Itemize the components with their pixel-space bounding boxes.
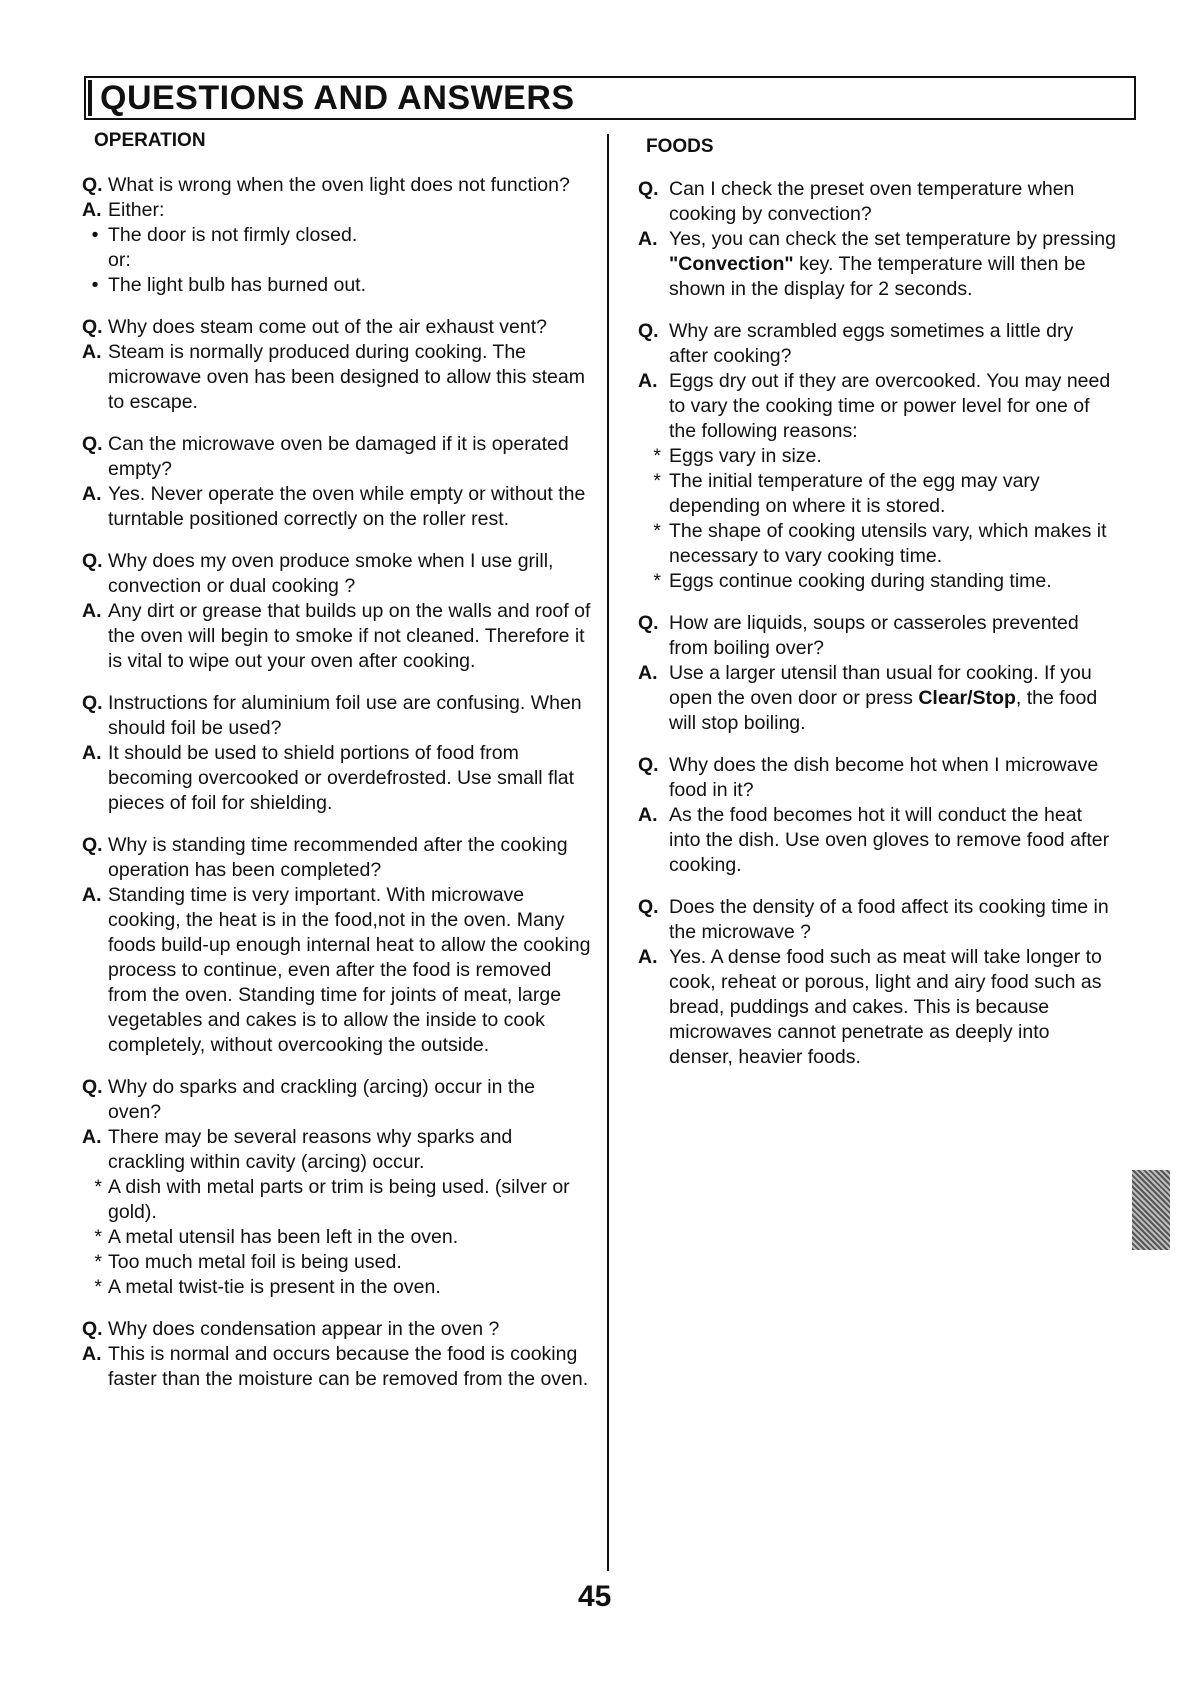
answer-text: Either:: [108, 199, 165, 221]
list-item: The light bulb has burned out.: [108, 274, 367, 296]
list-item: A dish with metal parts or trim is being used. (silver or gold).: [108, 1176, 570, 1223]
a-label: A.: [82, 199, 102, 221]
answer-text: Eggs dry out if they are overcooked. You may need to vary the cooking time or power level for one of the following reasons:: [669, 370, 1111, 442]
qa-item: [82, 549, 592, 674]
qa-item: [82, 833, 592, 1058]
a-label: A.: [82, 483, 102, 505]
a-label: A.: [82, 1343, 102, 1365]
a-label: A.: [82, 884, 102, 906]
q-label: Q.: [82, 316, 103, 338]
section-tab-marker: [1132, 1170, 1170, 1250]
qa-item: [82, 173, 592, 298]
list-item: A metal twist-tie is present in the oven.: [108, 1276, 441, 1298]
question-text: Why is standing time recommended after the cooking operation has been completed?: [108, 834, 568, 881]
list-item: A metal utensil has been left in the oven.: [108, 1226, 459, 1248]
question-text: Why does condensation appear in the oven ?: [108, 1318, 500, 1340]
answer-text: Steam is normally produced during cooking. The microwave oven has been designed to allow this steam to escape.: [108, 341, 585, 413]
q-label: Q.: [638, 320, 659, 342]
convection-key-name: "Convection": [669, 253, 794, 275]
a-label: A.: [82, 742, 102, 764]
qa-item: [82, 432, 592, 532]
operation-column: [82, 128, 592, 1409]
asterisk-icon: *: [653, 470, 661, 492]
answer-text-end: key. The temperature will then be shown in the display for 2 seconds.: [669, 253, 1086, 300]
answer-text: Any dirt or grease that builds up on the walls and roof of the oven will begin to smoke if not cleaned. Therefore it is vital to wipe out your oven after cooking.: [108, 600, 591, 672]
question-text: Why does steam come out of the air exhaust vent?: [108, 316, 547, 338]
question-text: Can the microwave oven be damaged if it is operated empty?: [108, 433, 569, 480]
a-label: A.: [638, 946, 658, 968]
qa-item: [638, 177, 1116, 302]
answer-text-start: Use a larger utensil than usual for cooking. If you open the oven door or press: [669, 662, 1092, 709]
bullet-icon: •: [91, 274, 99, 296]
question-text: Does the density of a food affect its cooking time in the microwave ?: [669, 896, 1109, 943]
question-text: Why does the dish become hot when I microwave food in it?: [669, 754, 1099, 801]
or-text: or:: [108, 249, 131, 271]
q-label: Q.: [82, 692, 103, 714]
asterisk-icon: *: [94, 1251, 102, 1273]
a-label: A.: [638, 228, 658, 250]
question-text: How are liquids, soups or casseroles prevented from boiling over?: [669, 612, 1079, 659]
q-label: Q.: [82, 433, 103, 455]
question-text: Instructions for aluminium foil use are confusing. When should foil be used?: [108, 692, 582, 739]
q-label: Q.: [638, 754, 659, 776]
qa-item: [638, 319, 1116, 594]
answer-text: As the food becomes hot it will conduct the heat into the dish. Use oven gloves to remove food after cooking.: [669, 804, 1110, 876]
answer-text: This is normal and occurs because the food is cooking faster than the moisture can be removed from the oven.: [108, 1343, 589, 1390]
list-item: Too much metal foil is being used.: [108, 1251, 402, 1273]
list-item: The initial temperature of the egg may vary depending on where it is stored.: [669, 470, 1040, 517]
qa-item: [638, 895, 1116, 1070]
qa-item: [638, 753, 1116, 878]
asterisk-icon: *: [653, 520, 661, 542]
a-label: A.: [638, 804, 658, 826]
q-label: Q.: [638, 896, 659, 918]
answer-text-start: Yes, you can check the set temperature by pressing: [669, 228, 1116, 250]
answer-text: Standing time is very important. With microwave cooking, the heat is in the food,not in the oven. Many foods build-up enough internal heat to allow the cooking process to continue, even after the food is removed from the oven. Standing time for joints of meat, large vegetables and cakes is to allow the inside to cook completely, without overcooking the outside.: [108, 884, 591, 1056]
answer-text: Yes. A dense food such as meat will take longer to cook, reheat or porous, light and airy food such as bread, puddings and cakes. This is because microwaves cannot penetrate as deeply into denser, heavier foods.: [669, 946, 1102, 1068]
operation-heading: OPERATION: [94, 130, 206, 151]
qa-item: [82, 1075, 592, 1300]
foods-heading: FOODS: [646, 136, 714, 157]
answer-text: [669, 227, 1116, 302]
clear-stop-key-name: Clear/Stop: [918, 687, 1016, 709]
answer-text: There may be several reasons why sparks and crackling within cavity (arcing) occur.: [108, 1126, 513, 1173]
asterisk-icon: *: [94, 1176, 102, 1198]
answer-text: It should be used to shield portions of food from becoming overcooked or overdefrosted. Use small flat pieces of foil for shielding.: [108, 742, 575, 814]
a-label: A.: [82, 1126, 102, 1148]
header-accent-bar: [88, 80, 92, 116]
bullet-icon: •: [91, 224, 99, 246]
foods-column: [638, 128, 1116, 1087]
q-label: Q.: [638, 178, 659, 200]
qa-item: [82, 315, 592, 415]
asterisk-icon: *: [653, 570, 661, 592]
question-text: Why do sparks and crackling (arcing) occur in the oven?: [108, 1076, 536, 1123]
qa-item: [638, 611, 1116, 736]
q-label: Q.: [82, 174, 103, 196]
list-item: Eggs vary in size.: [669, 445, 822, 467]
q-label: Q.: [82, 1076, 103, 1098]
answer-text: [669, 661, 1116, 736]
qa-item: [82, 691, 592, 816]
q-label: Q.: [82, 834, 103, 856]
answer-text: Yes. Never operate the oven while empty or without the turntable positioned correctly on the roller rest.: [108, 483, 586, 530]
page-title: QUESTIONS AND ANSWERS: [100, 79, 575, 117]
q-label: Q.: [82, 1318, 103, 1340]
asterisk-icon: *: [653, 445, 661, 467]
question-text: Can I check the preset oven temperature when cooking by convection?: [669, 178, 1075, 225]
question-text: Why are scrambled eggs sometimes a little dry after cooking?: [669, 320, 1074, 367]
qa-item: [82, 1317, 592, 1392]
list-item: The door is not firmly closed.: [108, 224, 358, 246]
a-label: A.: [638, 370, 658, 392]
asterisk-icon: *: [94, 1276, 102, 1298]
a-label: A.: [82, 600, 102, 622]
answer-text-end: , the food will stop boiling.: [669, 687, 1098, 734]
a-label: A.: [82, 341, 102, 363]
list-item: The shape of cooking utensils vary, which makes it necessary to vary cooking time.: [669, 520, 1107, 567]
a-label: A.: [638, 662, 658, 684]
page-number: 45: [578, 1580, 612, 1613]
asterisk-icon: *: [94, 1226, 102, 1248]
section-header: [84, 76, 1136, 120]
question-text: Why does my oven produce smoke when I use grill, convection or dual cooking ?: [108, 550, 554, 597]
q-label: Q.: [638, 612, 659, 634]
list-item: Eggs continue cooking during standing time.: [669, 570, 1052, 592]
column-divider: [607, 134, 609, 1571]
question-text: What is wrong when the oven light does not function?: [108, 174, 570, 196]
q-label: Q.: [82, 550, 103, 572]
